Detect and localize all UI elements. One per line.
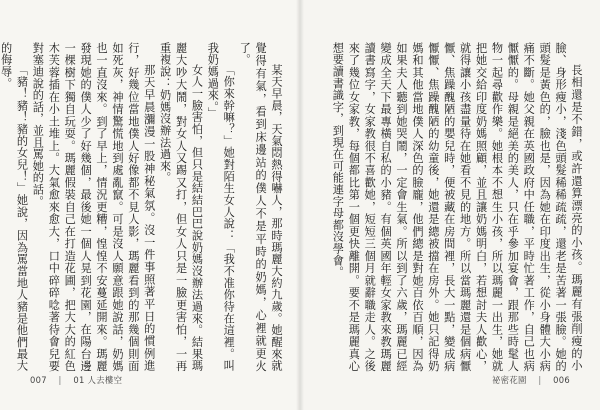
page-number: 006 xyxy=(553,375,570,385)
page-number: 007 xyxy=(30,375,47,385)
folio-separator: | xyxy=(529,375,551,385)
left-page-text xyxy=(0,42,284,372)
right-page xyxy=(300,0,600,410)
paragraph: 「你來幹嘛？」她對陌生女人說：「我不准你待在這裡。叫我奶媽過來。」 xyxy=(206,42,236,372)
paragraph: 某天早晨，天氣悶熱得嚇人，那時瑪麗大約九歲。她醒來就覺得有氣，看到床邊站的僕人不是平時的奶媽，心裡就更火了。 xyxy=(238,42,283,372)
paragraph: 「豬！豬！豬的女兒！」她說，因為罵當地人豬是他們最大的侮辱。 xyxy=(0,42,29,372)
paragraph: 長相還是不錯，或許還算漂亮的小孩。瑪麗有張削瘦的小臉、身形瘦小，淺色頭髮稀稀疏疏，還老是苦著一張臉。她的頭髮是黃色的，臉也是，因為她在印度出生，從小身體大小病痛不斷。她父親在英國政府中任職，平時忙著工作，自己也病懨懨的。母親是絕美的美人，只在乎參加宴會，跟那些時髦人物一起尋歡作樂。她根本不想生小孩，所以瑪麗一出生，她就把她交給印度奶媽照顧，並且讓奶媽明白，若想討夫人歡心，就得讓小孩盡量待在她看不見的地方。所以當瑪麗還是個病懨懨、焦躁醜陋的嬰兒時，便被藏在房間裡，長大一點，變成病懨懨、焦躁醜陋的幼童後，她還是總被擋在房外。她只記得奶媽和其他當地僕人深色的臉龐，他們總是對她百依百順，因為如果夫人聽到她哭鬧，一定會生氣。所以到了六歲，瑪麗已經變成全天下最專橫自私的小豬。有個英國年輕女家教來教瑪麗讀書寫字，女家教很不喜歡她，短短三個月就辭職走人。之後來了幾位女家教，每個都比第一個更快離開。要不是瑪麗真心想要讀書識字，到現在可能連字母都沒學會。 xyxy=(331,42,583,372)
chapter-title: 人去樓空 xyxy=(87,375,123,385)
book-title: 祕密花園 xyxy=(491,375,527,385)
chapter-number: 01 xyxy=(73,375,85,385)
book-gutter xyxy=(296,0,304,410)
left-folio xyxy=(30,374,122,386)
right-folio xyxy=(492,374,570,386)
paragraph: 那天早晨瀰漫一股神秘氣氛。沒一件事照著平日的慣例進行，好幾位當地僕人好像都不見人影，瑪麗看到的那幾個則面如死灰，神情驚慌地到處亂竄。可是沒人願意跟她說話，奶媽也一直沒來。到了早上，情況更糟，惶惶不安蔓延開來。瑪麗發現她的僕人少了好幾個，最後她一個人晃到花園，在陽台邊一棵樹下獨自玩耍。瑪麗假裝自己在打造花圃，把大大的紅色木芙蓉插在小土堆上。大氣愈來愈大，口中碎碎唸著待會兒要對塞迪說的話，並且罵她的話。 xyxy=(31,42,156,372)
right-page-text xyxy=(328,42,584,372)
folio-separator: | xyxy=(49,375,71,385)
paragraph: 女人一臉害怕，但只是結結巴巴說奶媽沒辦法過來。結果瑪麗大吵大鬧，對女人又踢又打，但女人只是一臉更害怕，一再重複說：奶媽沒辦法過來。 xyxy=(158,42,204,372)
